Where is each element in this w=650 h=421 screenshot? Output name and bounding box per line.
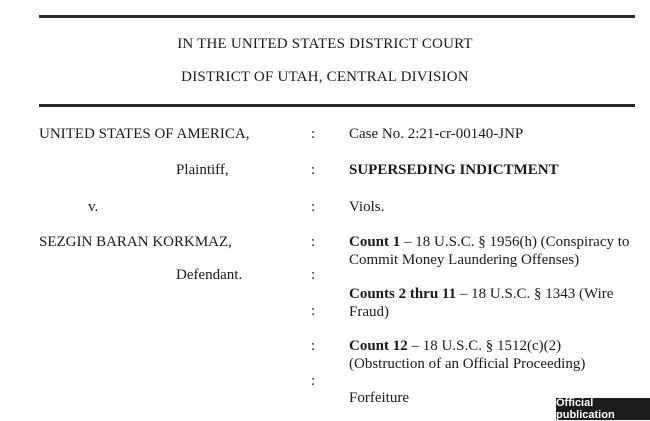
defendant-role: Defendant.	[176, 267, 243, 283]
caption-separator: :	[311, 303, 316, 319]
forfeiture-label: Forfeiture	[349, 390, 409, 406]
caption-separator: :	[311, 338, 316, 354]
defendant-name: SEZGIN BARAN KORKMAZ,	[39, 234, 232, 250]
versus-label: v.	[88, 199, 99, 215]
caption-separator: :	[311, 126, 316, 142]
count-label: Counts 2 thru 11	[349, 286, 457, 302]
caption-separator: :	[311, 234, 316, 250]
plaintiff-name: UNITED STATES OF AMERICA,	[39, 126, 250, 142]
court-name: IN THE UNITED STATES DISTRICT COURT	[177, 36, 473, 52]
violations-heading: Viols.	[349, 199, 385, 215]
count-entry	[349, 233, 639, 269]
count-description: – 18 U.S.C. § 1343 (Wire Fraud)	[349, 286, 614, 320]
plaintiff-role: Plaintiff,	[176, 162, 229, 178]
document-title: SUPERSEDING INDICTMENT	[349, 162, 559, 178]
court-division: DISTRICT OF UTAH, CENTRAL DIVISION	[181, 69, 469, 85]
count-description: – 18 U.S.C. § 1512(c)(2) (Obstruction of an Official Proceeding)	[349, 338, 586, 372]
count-entry	[349, 337, 639, 373]
top-rule	[39, 15, 635, 18]
caption-rule	[39, 104, 635, 107]
official-publication-badge: Official publication	[556, 398, 650, 420]
count-description: – 18 U.S.C. § 1956(h) (Conspiracy to Commit Money Laundering Offenses)	[349, 234, 630, 268]
count-label: Count 1	[349, 234, 401, 250]
caption-separator: :	[311, 267, 316, 283]
caption-separator: :	[311, 199, 316, 215]
count-entry	[349, 285, 639, 321]
caption-separator: :	[311, 162, 316, 178]
count-label: Count 12	[349, 338, 408, 354]
case-number: Case No. 2:21-cr-00140-JNP	[349, 126, 524, 142]
caption-separator: :	[311, 373, 316, 389]
